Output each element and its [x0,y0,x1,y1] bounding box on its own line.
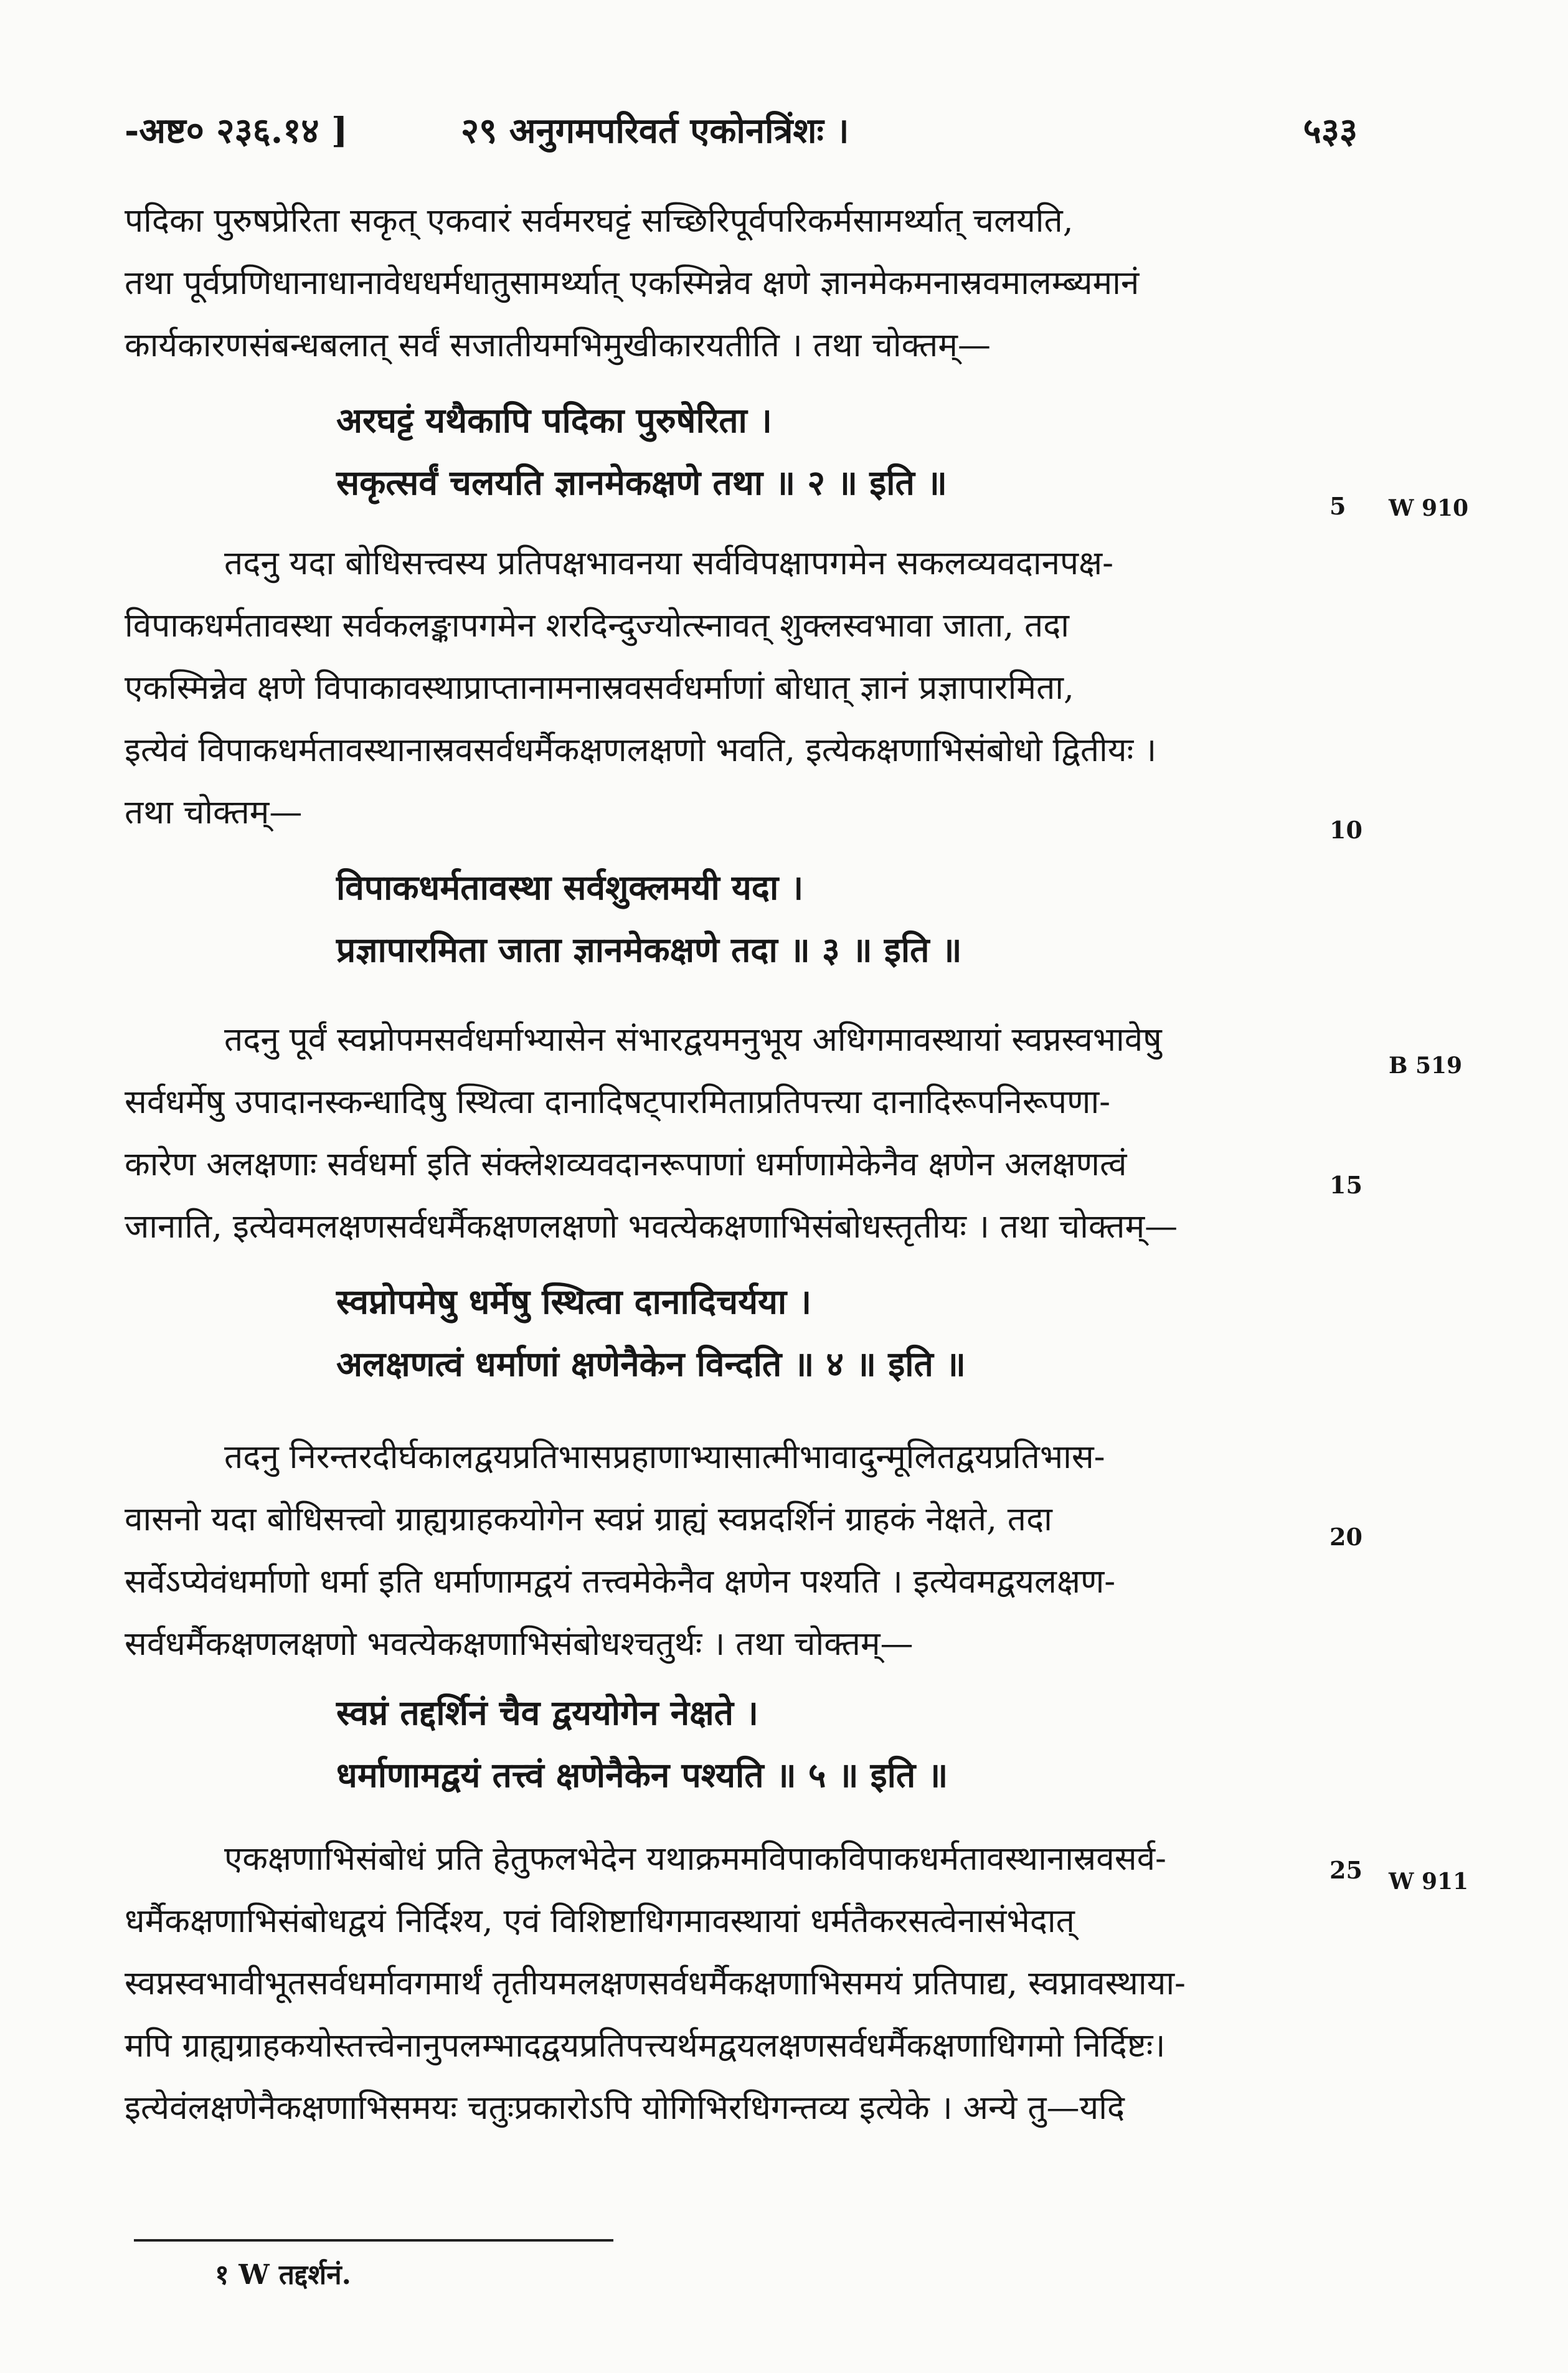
prose-line: तदनु पूर्वं स्वप्नोपमसर्वधर्माभ्यासेन संभारद्वयमनुभूय अधिगमावस्थायां स्वप्नस्वभावेषु [224,1021,1162,1059]
verse-line: अलक्षणत्वं धर्माणां क्षणेनैकेन विन्दति ॥ ४ ॥ इति ॥ [336,1343,966,1384]
prose-line: तथा चोक्तम्— [125,793,303,831]
prose-line: इत्येवं विपाकधर्मतावस्थानास्रवसर्वधर्मैकक्षणलक्षणो भवति, इत्येकक्षणाभिसंबोधो द्वितीयः । [125,731,1157,769]
line-number: 15 [1329,1171,1363,1199]
prose-line: धर्मैकक्षणाभिसंबोधद्वयं निर्दिश्य, एवं विशिष्टाधिगमावस्थायां धर्मतैकरसत्वेनासंभेदात् [125,1902,1075,1940]
prose-line: सर्वधर्मेषु उपादानस्कन्धादिषु स्थित्वा दानादिषट्पारमिताप्रतिपत्त्या दानादिरूपनिरूपणा- [125,1083,1111,1121]
prose-line: इत्येवंलक्षणेनैकक्षणाभिसमयः चतुःप्रकारोऽपि योगिभिरधिगन्तव्य इत्येके । अन्ये तु—यदि [125,2089,1125,2127]
prose-line: सर्वेऽप्येवंधर्माणो धर्मा इति धर्माणामद्वयं तत्त्वमेकेनैव क्षणेन पश्यति । इत्येवमद्वयलक्षण- [125,1563,1116,1601]
line-number: 10 [1329,816,1363,844]
line-number: 5 [1329,492,1346,520]
running-header [125,93,1358,162]
verse-line: सकृत्सर्वं चलयति ज्ञानमेकक्षणे तथा ॥ २ ॥ इति ॥ [336,462,947,503]
header-chapter-title: २९ अनुगमपरिवर्त एकोनत्रिंशः । [461,110,849,151]
prose-line: मपि ग्राह्यग्राहकयोस्तत्त्वेनानुपलम्भादद्वयप्रतिपत्त्यर्थमद्वयलक्षणसर्वधर्मैकक्षणाधिगमो निर्दिष्टः। [125,2027,1166,2065]
line-number: 20 [1329,1523,1363,1551]
verse-line: स्वप्नोपमेषु धर्मेषु स्थित्वा दानादिचर्यया । [336,1281,812,1322]
margin-reference: W 911 [1389,1869,1469,1895]
prose-line: तदनु निरन्तरदीर्घकालद्वयप्रतिभासप्रहाणाभ्यासात्मीभावादुन्मूलितद्वयप्रतिभास- [224,1438,1105,1476]
footnote: १ W तद्दर्शनं. [215,2259,351,2291]
prose-line: जानाति, इत्येवमलक्षणसर्वधर्मैकक्षणलक्षणो भवत्येकक्षणाभिसंबोधस्तृतीयः । तथा चोक्तम्— [125,1208,1178,1246]
prose-line: विपाकधर्मतावस्था सर्वकलङ्कापगमेन शरदिन्दुज्योत्स्नावत् शुक्लस्वभावा जाता, तदा [125,607,1070,645]
margin-reference: B 519 [1389,1053,1463,1079]
verse-line: स्वप्नं तद्दर्शिनं चैव द्वययोगेन नेक्षते । [336,1692,758,1733]
verse-line: प्रज्ञापारमिता जाता ज्ञानमेकक्षणे तदा ॥ ३ ॥ इति ॥ [336,929,962,970]
verse-line: विपाकधर्मतावस्था सर्वशुक्लमयी यदा । [336,867,804,907]
prose-line: तथा पूर्वप्रणिधानाधानावेधधर्मधातुसामर्थ्यात् एकस्मिन्नेव क्षणे ज्ञानमेकमनास्रवमालम्ब्यमानं [125,264,1140,302]
header-reference: -अष्ट० २३६.१४ ] [125,110,348,151]
verse-line: धर्माणामद्वयं तत्त्वं क्षणेनैकेन पश्यति ॥ ५ ॥ इति ॥ [336,1755,948,1795]
line-number: 25 [1329,1856,1363,1884]
prose-line: पदिका पुरुषप्रेरिता सकृत् एकवारं सर्वमरघट्टं सच्छिरिपूर्वपरिकर्मसामर्थ्यात् चलयति, [125,202,1074,240]
prose-line: सर्वधर्मैकक्षणलक्षणो भवत्येकक्षणाभिसंबोधश्चतुर्थः । तथा चोक्तम्— [125,1625,914,1663]
prose-line: एकक्षणाभिसंबोधं प्रति हेतुफलभेदेन यथाक्रममविपाकविपाकधर्मतावस्थानास्रवसर्व- [224,1840,1166,1878]
prose-line: वासनो यदा बोधिसत्त्वो ग्राह्यग्राहकयोगेन स्वप्नं ग्राह्यं स्वप्नदर्शिनं ग्राहकं नेक्षते, तदा [125,1500,1052,1538]
verse-line: अरघट्टं यथैकापि पदिका पुरुषेरिता । [336,400,772,440]
prose-line: तदनु यदा बोधिसत्त्वस्य प्रतिपक्षभावनया सर्वविपक्षापगमेन सकलव्यवदानपक्ष- [224,544,1114,582]
footnote-divider [134,2239,613,2242]
prose-line: स्वप्नस्वभावीभूतसर्वधर्मावगमार्थं तृतीयमलक्षणसर्वधर्मैकक्षणाभिसमयं प्रतिपाद्य, स्वप्नावस्थाया- [125,1964,1186,2002]
prose-line: कारेण अलक्षणाः सर्वधर्मा इति संक्लेशव्यवदानरूपाणां धर्माणामेकेनैव क्षणेन अलक्षणत्वं [125,1145,1127,1183]
prose-line: कार्यकारणसंबन्धबलात् सर्वं सजातीयमभिमुखीकारयतीति । तथा चोक्तम्— [125,326,991,364]
page-number: ५३३ [1303,110,1358,151]
margin-reference: W 910 [1389,495,1469,521]
prose-line: एकस्मिन्नेव क्षणे विपाकावस्थाप्राप्तानामनास्रवसर्वधर्माणां बोधात् ज्ञानं प्रज्ञापारमिता, [125,669,1074,707]
